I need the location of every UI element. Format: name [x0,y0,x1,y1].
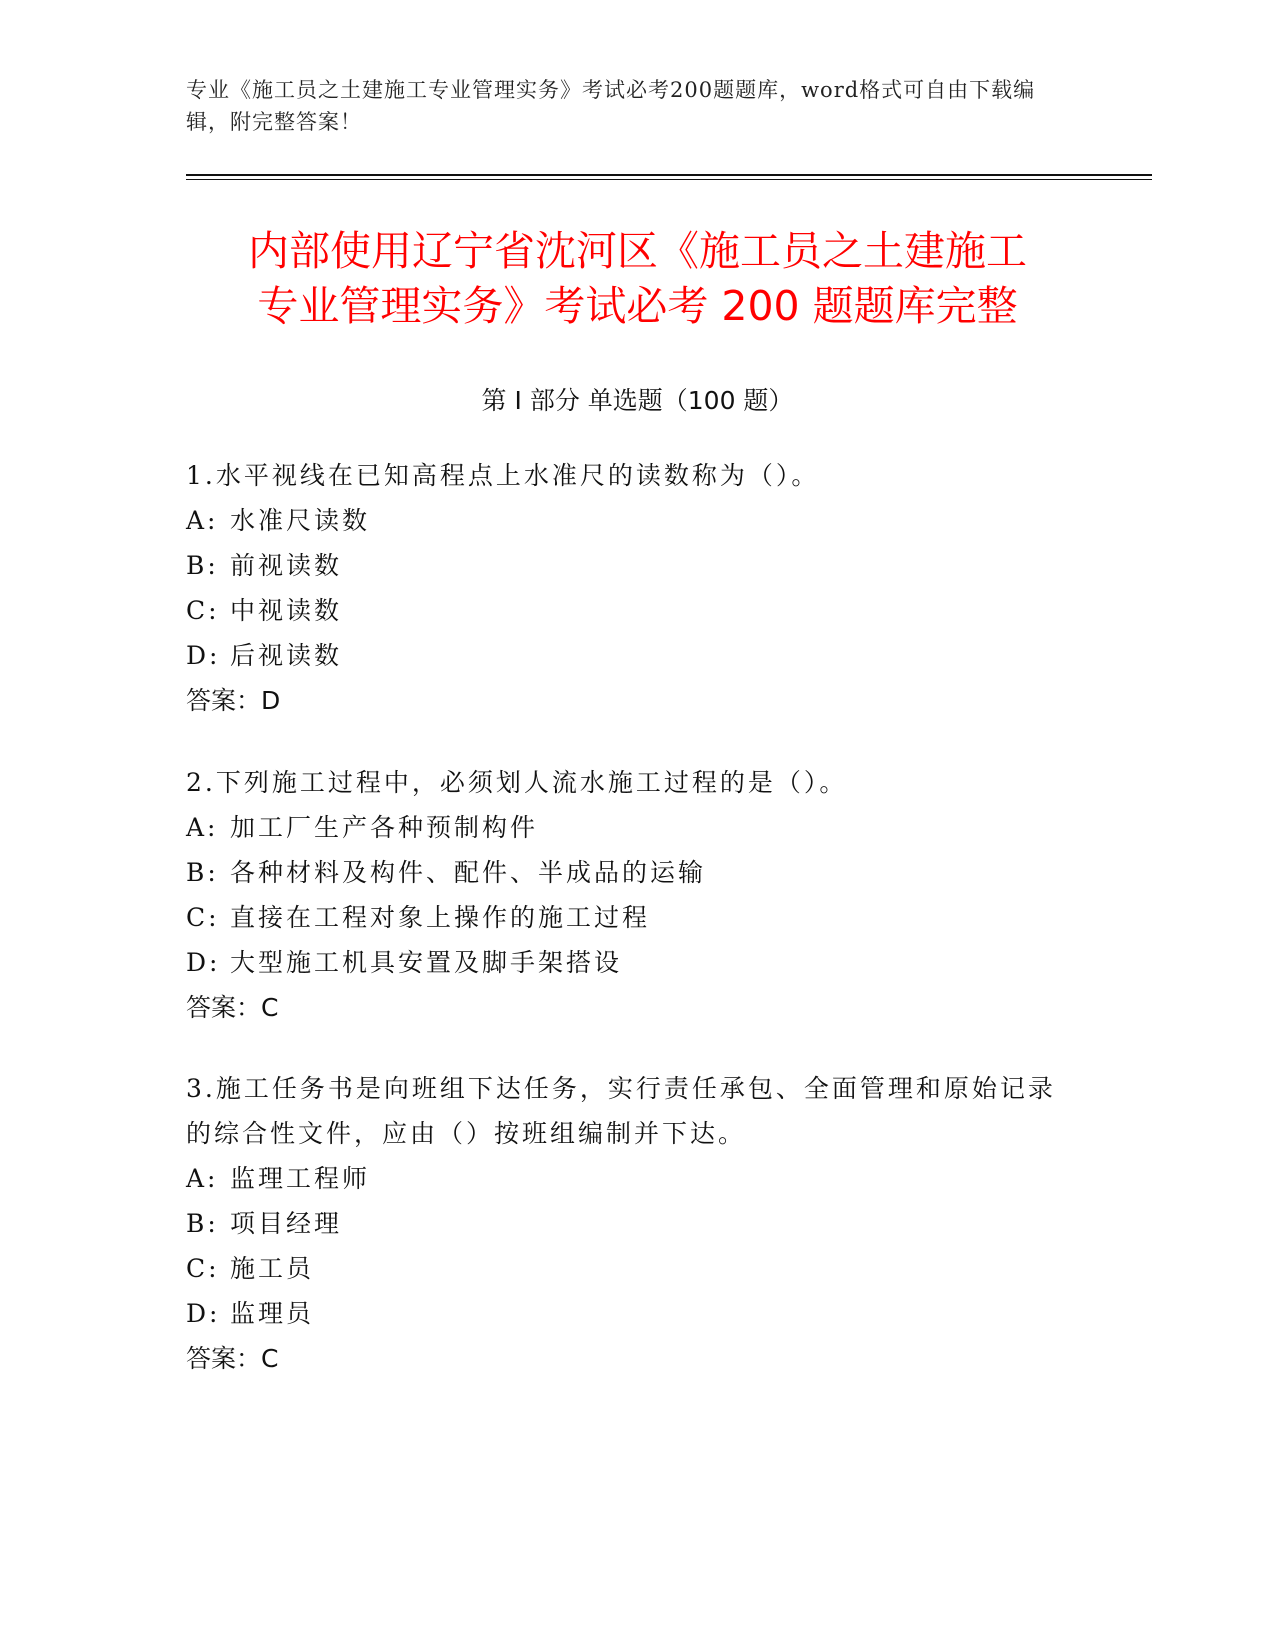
document-title-line-2: 专业管理实务》考试必考 200 题题库完整 [257,282,1018,330]
option-text: 大型施工机具安置及脚手架搭设 [230,948,623,977]
header-note: 专业《施工员之土建施工专业管理实务》考试必考200题题库，word格式可自由下载编辑，附完整答案！ [186,78,1036,134]
option-text: 监理工程师 [230,1164,371,1193]
question-answer: 答案：C [186,1344,279,1373]
question-option-b [186,850,1066,895]
option-text: 水准尺读数 [230,506,371,535]
option-letter: B: [186,1209,219,1238]
option-letter: D: [186,1299,221,1328]
option-letter: B: [186,551,219,580]
question-3 [186,1066,1066,1381]
question-stem: 1.水平视线在已知高程点上水准尺的读数称为（）。 [186,461,820,490]
question-option-c [186,588,1066,633]
option-text: 各种材料及构件、配件、半成品的运输 [230,858,707,887]
question-answer: 答案：D [186,686,281,715]
option-text: 施工员 [230,1254,315,1283]
option-letter: C: [186,596,220,625]
option-text: 监理员 [230,1299,315,1328]
option-text: 前视读数 [230,551,343,580]
question-option-d [186,940,1066,985]
option-text: 后视读数 [230,641,343,670]
option-letter: B: [186,858,219,887]
question-option-c [186,895,1066,940]
question-option-d [186,1291,1066,1336]
option-text: 中视读数 [230,596,343,625]
option-letter: A: [186,506,219,535]
document-title-line-1: 内部使用辽宁省沈河区《施工员之土建施工 [248,227,1027,275]
question-2 [186,760,1066,1030]
question-option-b [186,543,1066,588]
question-stem: 2.下列施工过程中，必须划人流水施工过程的是（）。 [186,768,848,797]
question-option-b [186,1201,1066,1246]
option-letter: D: [186,948,221,977]
header-rule-thin [186,179,1152,180]
question-answer: 答案：C [186,993,279,1022]
option-letter: A: [186,1164,219,1193]
option-letter: A: [186,813,219,842]
option-text: 项目经理 [230,1209,343,1238]
question-option-d [186,633,1066,678]
option-letter: C: [186,903,220,932]
question-option-a [186,498,1066,543]
document-title [140,224,1135,334]
question-1 [186,453,1066,723]
header-rule-thick [186,174,1152,176]
option-letter: D: [186,641,221,670]
question-option-a [186,1156,1066,1201]
option-text: 直接在工程对象上操作的施工过程 [230,903,651,932]
question-stem: 3.施工任务书是向班组下达任务，实行责任承包、全面管理和原始记录的综合性文件，应由（）按班组编制并下达。 [186,1074,1056,1148]
question-option-a [186,805,1066,850]
section-title: 第 I 部分 单选题（100 题） [481,386,794,415]
option-letter: C: [186,1254,220,1283]
question-option-c [186,1246,1066,1291]
option-text: 加工厂生产各种预制构件 [230,813,539,842]
